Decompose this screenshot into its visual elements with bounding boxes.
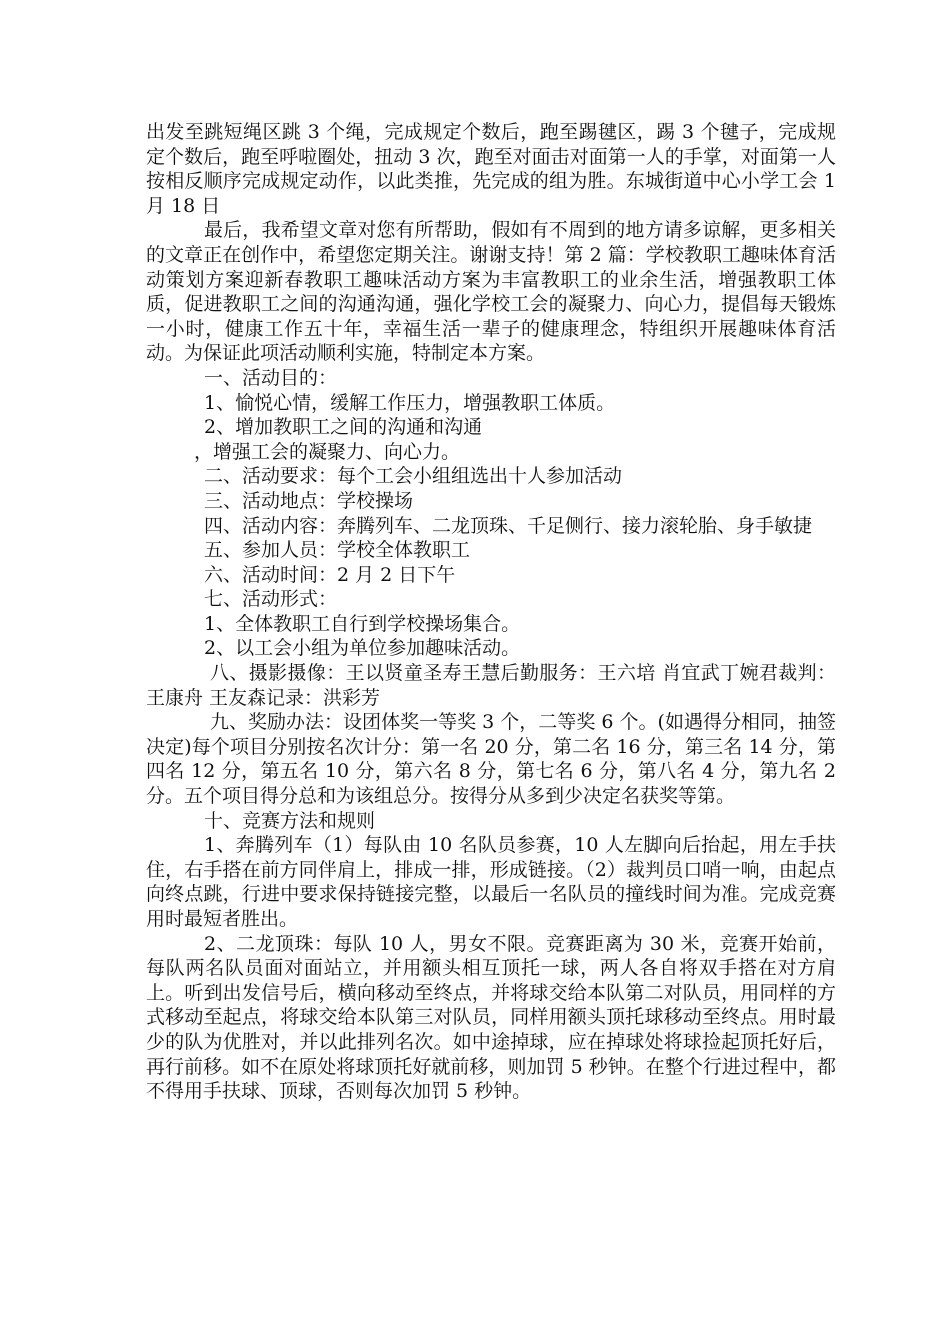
paragraph-requirements: 二、活动要求：每个工会小组组选出十人参加活动 — [204, 465, 623, 488]
paragraph-staff: 八、摄影摄像：王以贤童圣寿王慧后勤服务：王六培 肖宜武丁婉君裁判：王康舟 王友森记录：洪彩芳 — [146, 662, 836, 709]
paragraph-race-intro: 出发至跳短绳区跳 3 个绳，完成规定个数后，跑至踢毽区，踢 3 个毽子，完成规定个数后，跑至呼啦圈处，扭动 3 次，跑至对面击对面第一人的手掌，对面第一人按相反顺序完成规定动作，以此类推，先完成的组为胜。东城街道中心小学工会 1 月 18 日 — [146, 121, 836, 217]
paragraph-closing-and-plan-intro: 最后，我希望文章对您有所帮助，假如有不周到的地方请多谅解，更多相关的文章正在创作中，希望您定期关注。谢谢支持！第 2 篇：学校教职工趣味体育活动策划方案迎新春教职工趣味活动方案为丰富教职工的业余生活，增强教职工体质，促进教职工之间的沟通沟通，强化学校工会的凝聚力、向心力，提倡每天锻炼一小时，健康工作五十年，幸福生活一辈子的健康理念，特组织开展趣味体育活动。为保证此项活动顺利实施，特制定本方案。 — [146, 219, 836, 365]
heading-rules: 十、竞赛方法和规则 — [204, 809, 376, 832]
paragraph-purpose-2: 2、增加教职工之间的沟通和沟通 — [204, 416, 483, 439]
paragraph-form-1: 1、全体教职工自行到学校操场集合。 — [204, 612, 521, 635]
paragraph-rule-2: 2、二龙顶珠：每队 10 人，男女不限。竞赛距离为 30 米，竞赛开始前，每队两名队员面对面站立，并用额头相互顶托一球，两人各自将双手搭在对方肩上。听到出发信号后，横向移动至终点，并将球交给本队第二对队员，用同样的方式移动至起点，将球交给本队第三对队员，同样用额头顶托球移动至终点。用时最少的队为优胜对，并以此排列名次。如中途掉球，应在掉球处将球捡起顶托好后，再行前移。如不在原处将球顶托好就前移，则加罚 5 秒钟。在整个行进过程中，都不得用手扶球、顶球，否则每次加罚 5 秒钟。 — [146, 932, 836, 1103]
paragraph-form-2: 2、以工会小组为单位参加趣味活动。 — [204, 637, 521, 660]
document-body — [146, 120, 836, 1104]
paragraph-content: 四、活动内容：奔腾列车、二龙顶珠、千足侧行、接力滚轮胎、身手敏捷 — [204, 514, 813, 537]
paragraph-participants: 五、参加人员：学校全体教职工 — [204, 539, 471, 562]
heading-activity-form: 七、活动形式： — [204, 588, 338, 611]
paragraph-purpose-1: 1、愉悦心情，缓解工作压力，增强教职工体质。 — [204, 391, 616, 414]
paragraph-awards: 九、奖励办法：设团体奖一等奖 3 个，二等奖 6 个。(如遇得分相同，抽签决定)每个项目分别按名次计分：第一名 20 分，第二名 16 分，第三名 14 分，第四名 12 分，第五名 10 分，第六名 8 分，第七名 6 分，第八名 4 分，第九名 2 分。五个项目得分总和为该组总分。按得分从多到少决定名获奖等第。 — [146, 711, 836, 808]
paragraph-location: 三、活动地点：学校操场 — [204, 489, 414, 512]
paragraph-rule-1: 1、奔腾列车（1）每队由 10 名队员参赛，10 人左脚向后抬起，用左手扶住，右手搭在前方同伴肩上，排成一排，形成链接。（2）裁判员口哨一响，由起点向终点跳，行进中要求保持链接完整，以最后一名队员的撞线时间为准。完成竞赛用时最短者胜出。 — [146, 834, 836, 930]
paragraph-time: 六、活动时间：2 月 2 日下午 — [204, 563, 456, 586]
paragraph-purpose-2-cont: ，增强工会的凝聚力、向心力。 — [194, 440, 461, 463]
heading-activity-purpose: 一、活动目的： — [204, 366, 338, 389]
